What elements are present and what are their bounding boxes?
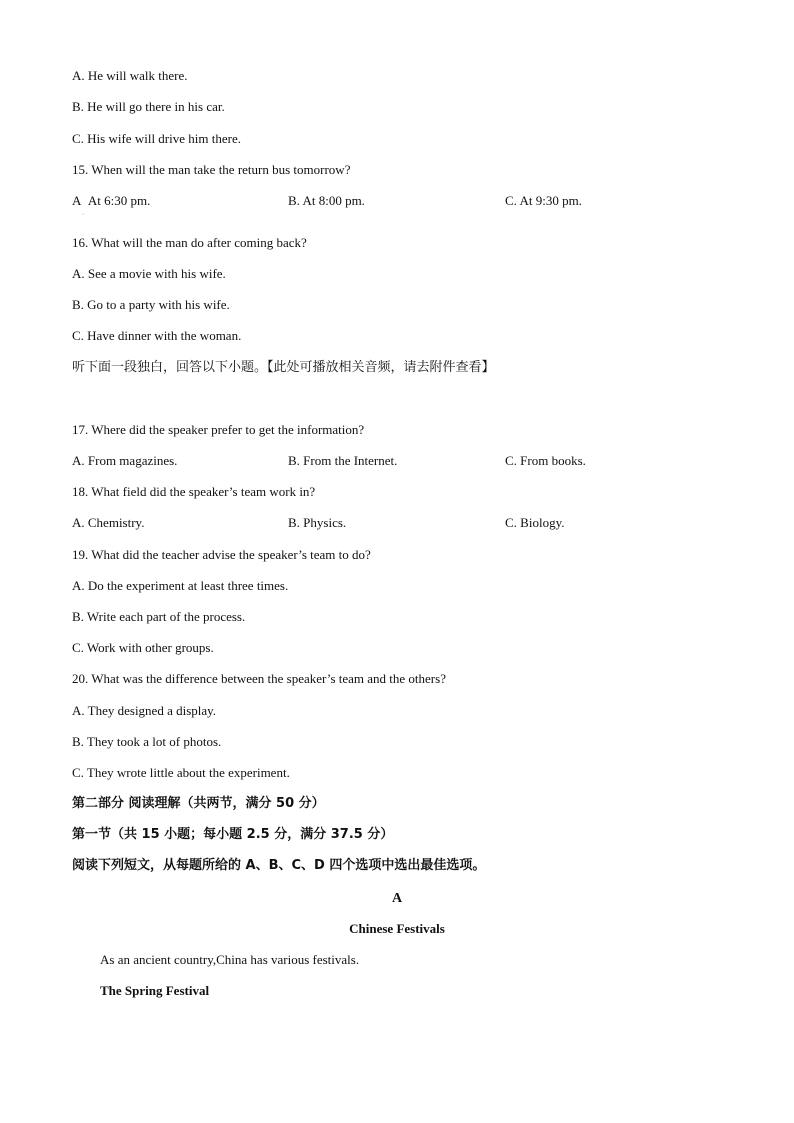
- q16-stem: 16. What will the man do after coming back?: [72, 235, 307, 250]
- q16-option-a: A. See a movie with his wife.: [72, 266, 226, 281]
- passage-title: Chinese Festivals: [349, 921, 445, 936]
- q15-stem: 15. When will the man take the return bus tomorrow?: [72, 162, 351, 177]
- q15-option-b: B. At 8:00 pm.: [288, 193, 365, 208]
- monologue-instruction: 听下面一段独白，回答以下小题。【此处可播放相关音频，请去附件查看】: [72, 360, 495, 375]
- q20-stem: 20. What was the difference between the speaker’s team and the others?: [72, 671, 446, 686]
- q19-option-c: C. Work with other groups.: [72, 640, 214, 655]
- q17-option-b: B. From the Internet.: [288, 453, 398, 468]
- q14-option-c: C. His wife will drive him there.: [72, 131, 241, 146]
- part2-title: 第二部分 阅读理解（共两节，满分 50 分）: [72, 796, 325, 811]
- q20-option-b: B. They took a lot of photos.: [72, 734, 222, 749]
- passage-letter: A: [391, 891, 403, 906]
- q18-option-a: A. Chemistry.: [72, 515, 145, 530]
- q18-stem: 18. What field did the speaker’s team work in?: [72, 484, 316, 499]
- q19-option-b: B. Write each part of the process.: [72, 609, 246, 624]
- q15-option-c: C. At 9:30 pm.: [505, 193, 582, 208]
- q20-option-a: A. They designed a display.: [72, 703, 217, 718]
- q18-option-c: C. Biology.: [505, 515, 565, 530]
- q17-stem: 17. Where did the speaker prefer to get the information?: [72, 422, 365, 437]
- q14-option-a: A. He will walk there.: [72, 68, 188, 83]
- passage-subtitle: The Spring Festival: [100, 983, 210, 998]
- reading-instruction: 阅读下列短文，从每题所给的 A、B、C、D 四个选项中选出最佳选项。: [72, 858, 486, 873]
- q16-option-b: B. Go to a party with his wife.: [72, 297, 230, 312]
- q15-option-a: A At 6:30 pm.: [72, 193, 151, 208]
- q19-option-a: A. Do the experiment at least three times.: [72, 578, 289, 593]
- q18-option-b: B. Physics.: [288, 515, 347, 530]
- q14-option-b: B. He will go there in his car.: [72, 99, 225, 114]
- q15-option-a-dot: ·: [82, 212, 84, 218]
- passage-intro: As an ancient country,China has various festivals.: [100, 952, 360, 967]
- q17-option-a: A. From magazines.: [72, 453, 178, 468]
- q16-option-c: C. Have dinner with the woman.: [72, 328, 242, 343]
- q19-stem: 19. What did the teacher advise the speaker’s team to do?: [72, 547, 371, 562]
- q20-option-c: C. They wrote little about the experiment.: [72, 765, 290, 780]
- q17-option-c: C. From books.: [505, 453, 586, 468]
- section1-heading: 第一节（共 15 小题；每小题 2.5 分，满分 37.5 分）: [72, 827, 394, 842]
